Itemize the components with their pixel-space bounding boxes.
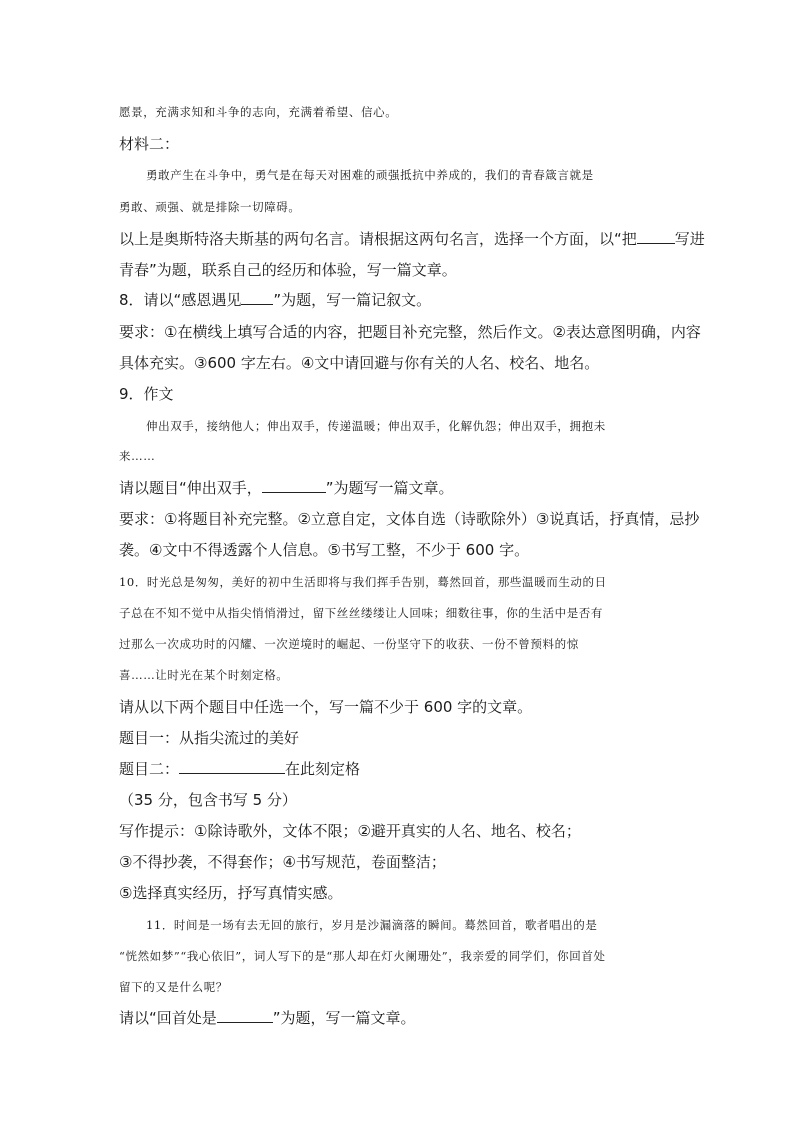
prompt-7-line-1: [119, 229, 705, 249]
question-9-prompt: [119, 478, 454, 498]
blank-line: [241, 290, 273, 305]
question-10-topic-2: [119, 759, 360, 779]
blank-line: [262, 478, 326, 493]
question-10-score: （35 分，包含书写 5 分）: [119, 791, 297, 809]
question-11-text-a: 请以“回首处是: [119, 1009, 217, 1027]
question-10-material-4: 喜……让时光在某个时刻定格。: [119, 668, 289, 682]
question-11-material-1: 11．时间是一场有去无回的旅行，岁月是沙漏滴落的瞬间。蓦然回首，歌者唱出的是: [146, 918, 598, 932]
question-9-text-a: 请以题目“伸出双手，: [119, 479, 262, 497]
question-9-material-2: 来……: [119, 449, 156, 463]
question-11-material-2: “恍然如梦”“我心依旧”，词人写下的是“那人却在灯火阑珊处”，我亲爱的同学们，你回首处: [119, 949, 606, 963]
material-two-quote-line-2: 勇敢、顽强、就是排除一切障碍。: [119, 200, 301, 214]
question-9-title: 9．作文: [119, 385, 174, 403]
prompt-7-line-2: 青春”为题，联系自己的经历和体验，写一篇文章。: [119, 261, 457, 279]
question-8-title: [119, 290, 431, 310]
prompt-7-text-a: 以上是奥斯特洛夫斯基的两句名言。请根据这两句名言，选择一个方面，以“把: [119, 230, 637, 248]
question-10-topic-1: 题目一：从指尖流过的美好: [119, 729, 300, 747]
question-8-text-a: 8．请以“感恩遇见: [119, 291, 242, 309]
question-8-requirements-1: 要求：①在横线上填写合适的内容，把题目补充完整，然后作文。②表达意图明确，内容: [119, 323, 701, 341]
question-8-text-b: ”为题，写一篇记叙文。: [273, 291, 432, 309]
blank-line: [217, 1008, 273, 1023]
question-9-material-1: 伸出双手，接纳他人；伸出双手，传递温暖；伸出双手，化解仇怨；伸出双手，拥抱未: [146, 419, 606, 433]
question-9-requirements-2: 袭。④文中不得透露个人信息。⑤书写工整，不少于 600 字。: [119, 541, 530, 559]
question-11-text-b: ”为题，写一篇文章。: [272, 1009, 416, 1027]
prompt-7-text-b: 写进: [674, 230, 705, 248]
blank-line: [637, 229, 675, 244]
material-one-ending: 愿景，充满求知和斗争的志向，充满着希望、信心。: [119, 105, 398, 119]
material-two-heading: 材料二：: [119, 135, 180, 153]
question-10-tips-1: 写作提示：①除诗歌外，文体不限；②避开真实的人名、地名、校名；: [119, 822, 581, 840]
question-11-material-3: 留下的又是什么呢？: [119, 980, 228, 994]
question-10-topic-2-text: 在此刻定格: [285, 760, 361, 778]
question-10-tips-2: ③不得抄袭，不得套作；④书写规范，卷面整洁；: [119, 853, 446, 871]
question-10-material-3: 过那么一次成功时的闪耀、一次逆境时的崛起、一份坚守下的收获、一份不曾预料的惊: [119, 637, 579, 651]
question-10-instruction: 请从以下两个题目中任选一个，写一篇不少于 600 字的文章。: [119, 698, 533, 716]
question-10-topic-2-label: 题目二：: [119, 760, 180, 778]
question-9-requirements-1: 要求：①将题目补充完整。②立意自定，文体自选（诗歌除外）③说真话，抒真情，忌抄: [119, 510, 700, 528]
question-10-tips-3: ⑤选择真实经历，抒写真情实感。: [119, 884, 343, 902]
question-10-material-1: 10．时光总是匆匆，美好的初中生活即将与我们挥手告别，蓦然回首，那些温暖而生动的日: [119, 575, 607, 589]
question-8-requirements-2: 具体充实。③600 字左右。④文中请回避与你有关的人名、校名、地名。: [119, 354, 600, 372]
material-two-quote-line-1: 勇敢产生在斗争中，勇气是在每天对困难的顽强抵抗中养成的，我们的青春箴言就是: [146, 168, 594, 182]
question-9-text-b: ”为题写一篇文章。: [325, 479, 454, 497]
question-10-material-2: 子总在不知不觉中从指尖悄悄滑过，留下丝丝缕缕让人回味；细数往事，你的生活中是否有: [119, 606, 603, 620]
question-11-prompt: [119, 1008, 416, 1028]
blank-line: [179, 759, 285, 774]
